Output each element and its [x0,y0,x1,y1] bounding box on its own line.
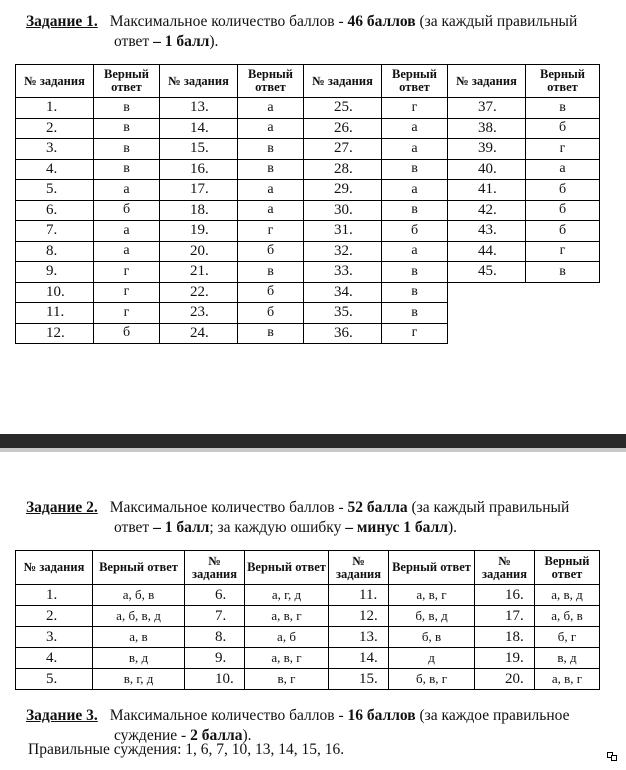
task2-text-post: (за каждый правильный [407,499,570,516]
task2-row [16,627,600,648]
task-number-cell: 7. [16,221,94,242]
task-number-cell: 10. [16,282,94,303]
task2-line1 [26,498,569,518]
answer-cell: г [382,323,448,344]
answer-cell: г [94,262,160,283]
answer-cell: а, в, д [535,585,600,606]
col-header-task-number: № задания [185,551,245,585]
task-number-cell: 9. [16,262,94,283]
answer-cell: г [238,221,304,242]
col-header-task-number: № задания [16,551,93,585]
task3-line2-pre: суждение - [114,727,191,744]
answer-cell: г [526,241,600,262]
answer-cell: в [94,139,160,160]
task1-header-row [16,65,600,98]
col-header-task-number: № задания [16,65,94,98]
answer-cell: б [526,180,600,201]
answer-cell: б [238,241,304,262]
task-number-cell: 18. [475,627,535,648]
task1-row [16,139,600,160]
task-number-cell: 22. [160,282,238,303]
empty-cell [526,323,600,344]
col-header-task-number: № задания [448,65,526,98]
answer-cell: а [382,241,448,262]
task-number-cell: 11. [16,303,94,324]
task-number-cell: 19. [160,221,238,242]
task-number-cell: 20. [475,669,535,690]
answer-cell: в [382,200,448,221]
answer-cell: в [382,282,448,303]
task-number-cell: 44. [448,241,526,262]
empty-cell [448,303,526,324]
task-number-cell: 2. [16,118,94,139]
task1-row [16,241,600,262]
task-number-cell: 25. [304,98,382,119]
task-number-cell: 14. [329,648,389,669]
answer-cell: а [94,221,160,242]
task-number-cell: 9. [185,648,245,669]
task3-line1 [26,706,569,726]
task-number-cell: 45. [448,262,526,283]
answer-cell: б [94,323,160,344]
col-header-task-number: № задания [304,65,382,98]
answer-cell: в [94,98,160,119]
task2-line2-post: ). [447,519,457,536]
task-number-cell: 42. [448,200,526,221]
task1-text: Максимальное количество баллов - [109,13,348,30]
task-number-cell: 6. [16,200,94,221]
task-number-cell: 37. [448,98,526,119]
answer-cell: б [526,221,600,242]
task-number-cell: 8. [16,241,94,262]
task1-row [16,323,600,344]
copy-icon[interactable] [607,752,617,760]
task-number-cell: 18. [160,200,238,221]
task3-label: Задание 3. [26,707,98,724]
task-number-cell: 41. [448,180,526,201]
task1-row [16,221,600,242]
task-number-cell: 35. [304,303,382,324]
task-number-cell: 38. [448,118,526,139]
task-number-cell: 40. [448,159,526,180]
answer-cell: а, б, в, д [93,606,185,627]
empty-cell [448,282,526,303]
answer-cell: а, в, г [245,606,329,627]
answer-cell: а, б, в [535,606,600,627]
answer-cell: б [382,221,448,242]
task2-row [16,648,600,669]
answer-cell: б, г [535,627,600,648]
answer-cell: а [94,241,160,262]
task2-line2-pre: ответ [114,519,154,536]
task1-line2-bold: – 1 балл [153,33,210,50]
answer-cell: б, в, г [389,669,475,690]
task1-text-post: (за каждый правильный [415,13,578,30]
task1-row [16,282,600,303]
task-number-cell: 12. [16,323,94,344]
empty-cell [526,282,600,303]
task-number-cell: 20. [160,241,238,262]
task-number-cell: 8. [185,627,245,648]
task-number-cell: 19. [475,648,535,669]
col-header-task-number: № задания [329,551,389,585]
answer-cell: в, д [535,648,600,669]
task2-line2-bold2: – минус 1 балл [345,519,448,536]
task-number-cell: 1. [16,98,94,119]
answer-cell: б, в, д [389,606,475,627]
task-number-cell: 4. [16,159,94,180]
answer-cell: а, в, г [535,669,600,690]
task-number-cell: 31. [304,221,382,242]
task-number-cell: 36. [304,323,382,344]
task-number-cell: 28. [304,159,382,180]
answer-cell: а, в, г [245,648,329,669]
task2-line2-mid: ; за каждую ошибку [209,519,346,536]
task-number-cell: 2. [16,606,93,627]
task3-line2-bold: 2 балла [190,727,243,744]
answer-cell: в [238,262,304,283]
task2-header [26,498,569,538]
task2-row [16,585,600,606]
answer-cell: б, в [389,627,475,648]
answer-cell: в, г [245,669,329,690]
task-number-cell: 39. [448,139,526,160]
answer-cell: а [382,180,448,201]
answer-cell: д [389,648,475,669]
answer-cell: а, в, г [389,585,475,606]
col-header-correct-answer: Верный ответ [535,551,600,585]
task-number-cell: 16. [475,585,535,606]
task2-line2-bold: – 1 балл [153,519,210,536]
task-number-cell: 11. [329,585,389,606]
col-header-correct-answer: Верный ответ [389,551,475,585]
task2-table-body [16,585,600,690]
col-header-correct-answer: Верный ответ [245,551,329,585]
task-number-cell: 13. [329,627,389,648]
col-header-correct-answer: Верный ответ [93,551,185,585]
page-separator [0,434,626,448]
answer-cell: в [94,159,160,180]
task2-header-row [16,551,600,585]
task2-points: 52 балла [347,499,408,516]
page-separator-shadow [0,448,626,452]
task-number-cell: 26. [304,118,382,139]
task2-line2 [26,518,569,538]
col-header-correct-answer: Верный ответ [382,65,448,98]
task3-text: Максимальное количество баллов - [109,707,348,724]
task-number-cell: 3. [16,627,93,648]
answer-cell: г [526,139,600,160]
task1-table-body [16,98,600,344]
col-header-task-number: № задания [475,551,535,585]
task-number-cell: 17. [475,606,535,627]
task2-text: Максимальное количество баллов - [109,499,348,516]
answer-cell: г [94,303,160,324]
answer-cell: в [238,139,304,160]
task1-row [16,262,600,283]
answer-cell: а [238,98,304,119]
task-number-cell: 10. [185,669,245,690]
answer-cell: а [238,180,304,201]
task-number-cell: 14. [160,118,238,139]
task1-row [16,303,600,324]
answer-cell: в [526,262,600,283]
answer-cell: а, б, в [93,585,185,606]
task-number-cell: 4. [16,648,93,669]
answer-cell: в [526,98,600,119]
task3-text-post: (за каждое правильное [415,707,570,724]
task-number-cell: 6. [185,585,245,606]
answer-cell: в [238,159,304,180]
task-number-cell: 5. [16,669,93,690]
answer-cell: в [382,159,448,180]
task-number-cell: 13. [160,98,238,119]
task-number-cell: 15. [160,139,238,160]
task3-points: 16 баллов [347,707,416,724]
task-number-cell: 24. [160,323,238,344]
answer-cell: г [94,282,160,303]
task2-label: Задание 2. [26,499,98,516]
task1-row [16,180,600,201]
task1-line1 [26,12,577,32]
answer-cell: в [382,303,448,324]
answer-cell: в, д [93,648,185,669]
answer-cell: а, г, д [245,585,329,606]
empty-cell [448,323,526,344]
answer-cell: б [526,200,600,221]
task2-row [16,606,600,627]
answer-cell: г [382,98,448,119]
answer-cell: а, в [93,627,185,648]
task2-table [15,550,600,690]
task1-line2-post: ). [209,33,219,50]
task1-row [16,98,600,119]
task-number-cell: 5. [16,180,94,201]
answer-cell: а [94,180,160,201]
task-number-cell: 32. [304,241,382,262]
task-number-cell: 33. [304,262,382,283]
task-number-cell: 3. [16,139,94,160]
task1-points: 46 баллов [347,13,416,30]
answer-cell: а [382,139,448,160]
task3-line2-post: ). [242,727,252,744]
task1-row [16,118,600,139]
answer-cell: в, г, д [93,669,185,690]
task-number-cell: 15. [329,669,389,690]
task-number-cell: 30. [304,200,382,221]
task-number-cell: 43. [448,221,526,242]
task1-header [26,12,577,52]
empty-cell [526,303,600,324]
task-number-cell: 23. [160,303,238,324]
task-number-cell: 29. [304,180,382,201]
answer-cell: б [238,282,304,303]
answer-cell: в [238,323,304,344]
task-number-cell: 12. [329,606,389,627]
answer-cell: а [526,159,600,180]
answer-cell: б [526,118,600,139]
task1-row [16,200,600,221]
task-number-cell: 27. [304,139,382,160]
task1-table [15,64,600,344]
col-header-correct-answer: Верный ответ [94,65,160,98]
answer-cell: в [382,262,448,283]
answer-cell: а [382,118,448,139]
col-header-task-number: № задания [160,65,238,98]
answer-cell: б [238,303,304,324]
answer-cell: в [94,118,160,139]
task3-header [26,706,569,746]
task1-line2-pre: ответ [114,33,154,50]
answer-cell: б [94,200,160,221]
task-number-cell: 7. [185,606,245,627]
task1-line2 [26,32,577,52]
col-header-correct-answer: Верный ответ [526,65,600,98]
answer-cell: а, б [245,627,329,648]
task3-answer: Правильные суждения: 1, 6, 7, 10, 13, 14, 15, 16. [28,741,345,758]
col-header-correct-answer: Верный ответ [238,65,304,98]
task2-row [16,669,600,690]
task-number-cell: 1. [16,585,93,606]
task-number-cell: 17. [160,180,238,201]
answer-cell: а [238,118,304,139]
task1-row [16,159,600,180]
task1-label: Задание 1. [26,13,98,30]
task-number-cell: 16. [160,159,238,180]
answer-cell: а [238,200,304,221]
task-number-cell: 34. [304,282,382,303]
task-number-cell: 21. [160,262,238,283]
